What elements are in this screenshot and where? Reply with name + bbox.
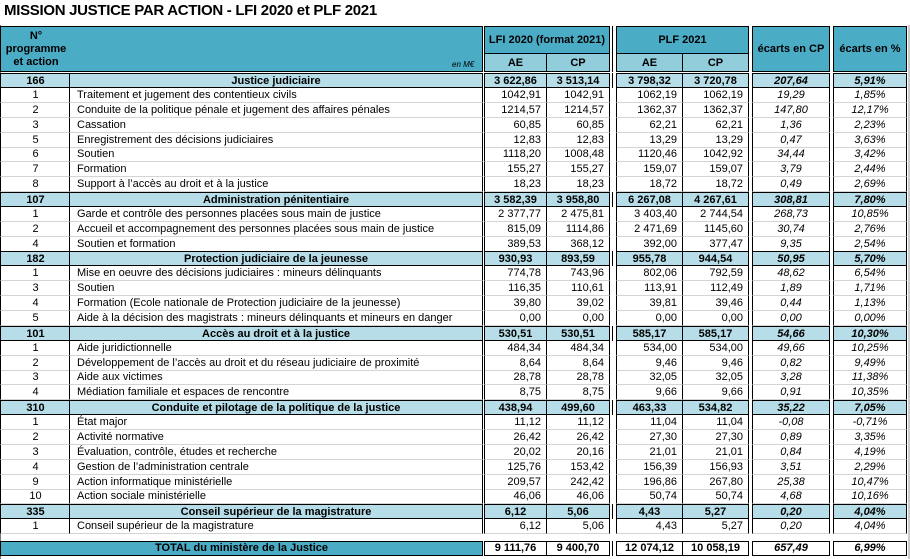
ecarts-cp-cell: 0,47 [752, 133, 830, 148]
plf-ae-cell: 9,46 [616, 356, 683, 371]
action-number-cell: 335 [0, 504, 70, 519]
plf-ae-cell: 4,43 [616, 519, 683, 534]
lfi-ae-cell: 3 582,39 [484, 192, 547, 207]
ecarts-pct-cell: 2,69% [833, 177, 907, 192]
plf-cp-cell: 377,47 [682, 237, 749, 252]
plf-ae-cell: 156,39 [616, 460, 683, 475]
lfi-ae-cell: 1214,57 [484, 103, 547, 118]
lfi-cp-cell: 1114,86 [546, 222, 610, 237]
plf-cp-cell: 18,72 [682, 177, 749, 192]
action-number-cell: 8 [0, 177, 70, 192]
action-label-cell: Action sociale ministérielle [69, 489, 483, 504]
action-number-cell: 1 [0, 266, 70, 281]
action-label-cell: Soutien [69, 147, 483, 162]
action-number-cell: 101 [0, 326, 70, 341]
action-number-cell: 2 [0, 103, 70, 118]
action-number-cell: 4 [0, 237, 70, 252]
total-lfi-ae: 9 111,76 [484, 541, 547, 556]
lfi-cp-cell: 5,06 [546, 519, 610, 534]
ecarts-pct-cell: 7,80% [833, 192, 907, 207]
ecarts-pct-cell: 7,05% [833, 400, 907, 415]
total-lfi-cp: 9 400,70 [546, 541, 610, 556]
lfi-ae-cell: 774,78 [484, 266, 547, 281]
plf-ae-cell: 2 471,69 [616, 222, 683, 237]
lfi-cp-cell: 3 958,80 [546, 192, 610, 207]
plf-ae-cell: 0,00 [616, 311, 683, 326]
lfi-cp-cell: 46,06 [546, 489, 610, 504]
plf-ae-cell: 196,86 [616, 475, 683, 490]
plf-cp-cell: 534,82 [682, 400, 749, 415]
ecarts-cp-cell: 0,20 [752, 519, 830, 534]
ecarts-pct-cell: 10,85% [833, 207, 907, 222]
lfi-cp-cell: 3 513,14 [546, 73, 610, 88]
plf-cp-cell: 159,07 [682, 162, 749, 177]
ecarts-cp-cell: 0,44 [752, 296, 830, 311]
lfi-cp-cell: 18,23 [546, 177, 610, 192]
ecarts-pct-cell: -0,71% [833, 415, 907, 430]
plf-cp-cell: 112,49 [682, 281, 749, 296]
plf-cp-cell: 32,05 [682, 370, 749, 385]
plf-cp-cell: 534,00 [682, 341, 749, 356]
header-ecarts-pct: écarts en % [833, 26, 907, 72]
action-number-cell: 4 [0, 385, 70, 400]
plf-ae-cell: 9,66 [616, 385, 683, 400]
ecarts-pct-cell: 10,25% [833, 341, 907, 356]
total-ecarts-cp: 657,49 [752, 541, 830, 556]
action-label-cell: Évaluation, contrôle, études et recherche [69, 445, 483, 460]
action-number-cell: 3 [0, 370, 70, 385]
lfi-ae-cell: 530,51 [484, 326, 547, 341]
plf-cp-cell: 21,01 [682, 445, 749, 460]
ecarts-cp-cell: 207,64 [752, 73, 830, 88]
header-lfi-ae: AE [484, 53, 547, 72]
double-border [612, 192, 613, 207]
lfi-cp-cell: 1214,57 [546, 103, 610, 118]
lfi-cp-cell: 893,59 [546, 251, 610, 266]
plf-cp-cell: 2 744,54 [682, 207, 749, 222]
lfi-cp-cell: 110,61 [546, 281, 610, 296]
total-ecarts-pct: 6,99% [833, 541, 907, 556]
lfi-ae-cell: 20,02 [484, 445, 547, 460]
lfi-cp-cell: 484,34 [546, 341, 610, 356]
header-programme [0, 26, 483, 72]
plf-ae-cell: 585,17 [616, 326, 683, 341]
plf-cp-cell: 0,00 [682, 311, 749, 326]
action-number-cell: 1 [0, 207, 70, 222]
action-label-cell: Justice judiciaire [69, 73, 483, 88]
ecarts-cp-cell: 0,82 [752, 356, 830, 371]
plf-ae-cell: 18,72 [616, 177, 683, 192]
lfi-cp-cell: 20,16 [546, 445, 610, 460]
ecarts-cp-cell: 0,84 [752, 445, 830, 460]
action-label-cell: Enregistrement des décisions judiciaires [69, 133, 483, 148]
plf-ae-cell: 463,33 [616, 400, 683, 415]
double-border [612, 400, 613, 415]
ecarts-pct-cell: 5,70% [833, 251, 907, 266]
plf-ae-cell: 802,06 [616, 266, 683, 281]
plf-cp-cell: 792,59 [682, 266, 749, 281]
ecarts-pct-cell: 6,54% [833, 266, 907, 281]
ecarts-cp-cell: 4,68 [752, 489, 830, 504]
action-number-cell: 3 [0, 445, 70, 460]
lfi-cp-cell: 1042,91 [546, 88, 610, 103]
plf-cp-cell: 3 720,78 [682, 73, 749, 88]
plf-ae-cell: 392,00 [616, 237, 683, 252]
action-number-cell: 166 [0, 73, 70, 88]
action-number-cell: 3 [0, 118, 70, 133]
lfi-cp-cell: 39,02 [546, 296, 610, 311]
action-label-cell: Soutien et formation [69, 237, 483, 252]
action-number-cell: 2 [0, 222, 70, 237]
ecarts-cp-cell: 1,36 [752, 118, 830, 133]
lfi-cp-cell: 242,42 [546, 475, 610, 490]
plf-cp-cell: 50,74 [682, 489, 749, 504]
action-number-cell: 9 [0, 475, 70, 490]
ecarts-pct-cell: 11,38% [833, 370, 907, 385]
action-label-cell: État major [69, 415, 483, 430]
action-label-cell: Aide juridictionnelle [69, 341, 483, 356]
lfi-cp-cell: 153,42 [546, 460, 610, 475]
lfi-ae-cell: 2 377,77 [484, 207, 547, 222]
plf-ae-cell: 159,07 [616, 162, 683, 177]
ecarts-pct-cell: 3,42% [833, 147, 907, 162]
ecarts-cp-cell: 0,20 [752, 504, 830, 519]
plf-cp-cell: 9,46 [682, 356, 749, 371]
action-label-cell: Conseil supérieur de la magistrature [69, 519, 483, 534]
lfi-ae-cell: 18,23 [484, 177, 547, 192]
header-plf: PLF 2021 [616, 26, 749, 54]
plf-cp-cell: 1145,60 [682, 222, 749, 237]
ecarts-pct-cell: 2,29% [833, 460, 907, 475]
plf-cp-cell: 5,27 [682, 504, 749, 519]
header-plf-cp: CP [682, 53, 749, 72]
header-lfi-cp: CP [546, 53, 610, 72]
plf-ae-cell: 955,78 [616, 251, 683, 266]
lfi-ae-cell: 0,00 [484, 311, 547, 326]
action-label-cell: Aide à la décision des magistrats : mineurs délinquants et mineurs en danger [69, 311, 483, 326]
action-number-cell: 10 [0, 489, 70, 504]
ecarts-cp-cell: -0,08 [752, 415, 830, 430]
action-number-cell: 1 [0, 88, 70, 103]
action-label-cell: Action informatique ministérielle [69, 475, 483, 490]
ecarts-pct-cell: 4,19% [833, 445, 907, 460]
action-label-cell: Accès au droit et à la justice [69, 326, 483, 341]
lfi-ae-cell: 39,80 [484, 296, 547, 311]
lfi-ae-cell: 28,78 [484, 370, 547, 385]
action-label-cell: Protection judiciaire de la jeunesse [69, 251, 483, 266]
lfi-ae-cell: 3 622,86 [484, 73, 547, 88]
ecarts-pct-cell: 4,04% [833, 504, 907, 519]
action-label-cell: Garde et contrôle des personnes placées sous main de justice [69, 207, 483, 222]
header-num: N° programme et action [5, 29, 67, 68]
double-border [612, 73, 613, 88]
ecarts-pct-cell: 10,30% [833, 326, 907, 341]
plf-ae-cell: 534,00 [616, 341, 683, 356]
lfi-ae-cell: 484,34 [484, 341, 547, 356]
plf-cp-cell: 5,27 [682, 519, 749, 534]
ecarts-pct-cell: 3,63% [833, 133, 907, 148]
action-label-cell: Administration pénitentiaire [69, 192, 483, 207]
double-border [612, 541, 613, 556]
ecarts-pct-cell: 3,35% [833, 430, 907, 445]
plf-ae-cell: 6 267,08 [616, 192, 683, 207]
ecarts-pct-cell: 9,49% [833, 356, 907, 371]
action-label-cell: Accueil et accompagnement des personnes placées sous main de justice [69, 222, 483, 237]
action-label-cell: Cassation [69, 118, 483, 133]
ecarts-cp-cell: 1,89 [752, 281, 830, 296]
lfi-cp-cell: 743,96 [546, 266, 610, 281]
ecarts-pct-cell: 2,44% [833, 162, 907, 177]
lfi-cp-cell: 8,75 [546, 385, 610, 400]
plf-ae-cell: 13,29 [616, 133, 683, 148]
ecarts-pct-cell: 0,00% [833, 311, 907, 326]
total-plf-cp: 10 058,19 [682, 541, 749, 556]
lfi-ae-cell: 125,76 [484, 460, 547, 475]
lfi-ae-cell: 12,83 [484, 133, 547, 148]
action-number-cell: 1 [0, 415, 70, 430]
action-number-cell: 3 [0, 281, 70, 296]
action-label-cell: Traitement et jugement des contentieux civils [69, 88, 483, 103]
action-label-cell: Aide aux victimes [69, 370, 483, 385]
double-border [612, 504, 613, 519]
ecarts-cp-cell: 3,51 [752, 460, 830, 475]
ecarts-cp-cell: 147,80 [752, 103, 830, 118]
action-number-cell: 2 [0, 430, 70, 445]
lfi-ae-cell: 155,27 [484, 162, 547, 177]
action-label-cell: Conseil supérieur de la magistrature [69, 504, 483, 519]
ecarts-pct-cell: 4,04% [833, 519, 907, 534]
plf-cp-cell: 39,46 [682, 296, 749, 311]
action-number-cell: 5 [0, 311, 70, 326]
lfi-ae-cell: 1118,20 [484, 147, 547, 162]
double-border [612, 251, 613, 266]
action-label-cell: Conduite et pilotage de la politique de la justice [69, 400, 483, 415]
lfi-ae-cell: 930,93 [484, 251, 547, 266]
double-border [612, 326, 613, 341]
lfi-ae-cell: 11,12 [484, 415, 547, 430]
plf-cp-cell: 62,21 [682, 118, 749, 133]
ecarts-cp-cell: 50,95 [752, 251, 830, 266]
plf-cp-cell: 4 267,61 [682, 192, 749, 207]
lfi-cp-cell: 368,12 [546, 237, 610, 252]
lfi-ae-cell: 438,94 [484, 400, 547, 415]
lfi-cp-cell: 26,42 [546, 430, 610, 445]
ecarts-pct-cell: 2,54% [833, 237, 907, 252]
total-label: TOTAL du ministère de la Justice [0, 541, 483, 556]
ecarts-cp-cell: 48,62 [752, 266, 830, 281]
lfi-ae-cell: 8,75 [484, 385, 547, 400]
ecarts-cp-cell: 0,49 [752, 177, 830, 192]
action-number-cell: 4 [0, 296, 70, 311]
plf-cp-cell: 944,54 [682, 251, 749, 266]
ecarts-pct-cell: 10,16% [833, 489, 907, 504]
double-border [612, 26, 613, 72]
plf-ae-cell: 1120,46 [616, 147, 683, 162]
action-number-cell: 1 [0, 341, 70, 356]
action-number-cell: 1 [0, 519, 70, 534]
lfi-ae-cell: 815,09 [484, 222, 547, 237]
action-number-cell: 182 [0, 251, 70, 266]
lfi-cp-cell: 5,06 [546, 504, 610, 519]
action-label-cell: Formation (Ecole nationale de Protection judiciaire de la jeunesse) [69, 296, 483, 311]
plf-cp-cell: 1042,92 [682, 147, 749, 162]
plf-ae-cell: 3 798,32 [616, 73, 683, 88]
plf-cp-cell: 267,80 [682, 475, 749, 490]
ecarts-cp-cell: 49,66 [752, 341, 830, 356]
sheet-title: MISSION JUSTICE PAR ACTION - LFI 2020 et PLF 2021 [4, 2, 377, 19]
action-label-cell: Soutien [69, 281, 483, 296]
lfi-ae-cell: 46,06 [484, 489, 547, 504]
ecarts-pct-cell: 1,71% [833, 281, 907, 296]
lfi-ae-cell: 6,12 [484, 504, 547, 519]
lfi-ae-cell: 389,53 [484, 237, 547, 252]
ecarts-cp-cell: 308,81 [752, 192, 830, 207]
plf-cp-cell: 9,66 [682, 385, 749, 400]
plf-ae-cell: 21,01 [616, 445, 683, 460]
plf-ae-cell: 11,04 [616, 415, 683, 430]
ecarts-cp-cell: 54,66 [752, 326, 830, 341]
ecarts-pct-cell: 10,35% [833, 385, 907, 400]
action-label-cell: Activité normative [69, 430, 483, 445]
plf-ae-cell: 1062,19 [616, 88, 683, 103]
plf-cp-cell: 1062,19 [682, 88, 749, 103]
ecarts-cp-cell: 19,29 [752, 88, 830, 103]
plf-ae-cell: 113,91 [616, 281, 683, 296]
ecarts-pct-cell: 2,23% [833, 118, 907, 133]
ecarts-cp-cell: 25,38 [752, 475, 830, 490]
header-lfi: LFI 2020 (format 2021) [484, 26, 610, 54]
action-number-cell: 7 [0, 162, 70, 177]
header-unit: en M€ [452, 60, 475, 69]
lfi-cp-cell: 28,78 [546, 370, 610, 385]
lfi-cp-cell: 530,51 [546, 326, 610, 341]
plf-ae-cell: 39,81 [616, 296, 683, 311]
lfi-cp-cell: 11,12 [546, 415, 610, 430]
ecarts-pct-cell: 1,85% [833, 88, 907, 103]
lfi-ae-cell: 6,12 [484, 519, 547, 534]
ecarts-cp-cell: 0,00 [752, 311, 830, 326]
action-number-cell: 310 [0, 400, 70, 415]
plf-ae-cell: 50,74 [616, 489, 683, 504]
lfi-ae-cell: 116,35 [484, 281, 547, 296]
header-ecarts-cp: écarts en CP [752, 26, 830, 72]
action-label-cell: Formation [69, 162, 483, 177]
plf-cp-cell: 11,04 [682, 415, 749, 430]
action-label-cell: Conduite de la politique pénale et jugement des affaires pénales [69, 103, 483, 118]
header-plf-ae: AE [616, 53, 683, 72]
ecarts-cp-cell: 9,35 [752, 237, 830, 252]
action-label-cell: Support à l’accès au droit et à la justice [69, 177, 483, 192]
action-number-cell: 107 [0, 192, 70, 207]
lfi-ae-cell: 26,42 [484, 430, 547, 445]
action-label-cell: Gestion de l’administration centrale [69, 460, 483, 475]
ecarts-cp-cell: 35,22 [752, 400, 830, 415]
lfi-cp-cell: 155,27 [546, 162, 610, 177]
plf-cp-cell: 27,30 [682, 430, 749, 445]
action-label-cell: Médiation familiale et espaces de rencontre [69, 385, 483, 400]
plf-ae-cell: 32,05 [616, 370, 683, 385]
lfi-cp-cell: 0,00 [546, 311, 610, 326]
ecarts-cp-cell: 268,73 [752, 207, 830, 222]
plf-cp-cell: 585,17 [682, 326, 749, 341]
lfi-cp-cell: 12,83 [546, 133, 610, 148]
plf-ae-cell: 1362,37 [616, 103, 683, 118]
plf-cp-cell: 1362,37 [682, 103, 749, 118]
action-label-cell: Mise en oeuvre des décisions judiciaires : mineurs délinquants [69, 266, 483, 281]
ecarts-cp-cell: 3,79 [752, 162, 830, 177]
lfi-cp-cell: 499,60 [546, 400, 610, 415]
action-number-cell: 5 [0, 133, 70, 148]
ecarts-cp-cell: 30,74 [752, 222, 830, 237]
lfi-ae-cell: 60,85 [484, 118, 547, 133]
ecarts-cp-cell: 0,89 [752, 430, 830, 445]
lfi-cp-cell: 60,85 [546, 118, 610, 133]
lfi-cp-cell: 1008,48 [546, 147, 610, 162]
ecarts-cp-cell: 0,91 [752, 385, 830, 400]
ecarts-pct-cell: 12,17% [833, 103, 907, 118]
lfi-ae-cell: 8,64 [484, 356, 547, 371]
ecarts-pct-cell: 1,13% [833, 296, 907, 311]
plf-cp-cell: 13,29 [682, 133, 749, 148]
total-plf-ae: 12 074,12 [616, 541, 683, 556]
action-number-cell: 2 [0, 356, 70, 371]
plf-ae-cell: 3 403,40 [616, 207, 683, 222]
action-number-cell: 4 [0, 460, 70, 475]
ecarts-cp-cell: 34,44 [752, 147, 830, 162]
ecarts-pct-cell: 10,47% [833, 475, 907, 490]
lfi-cp-cell: 8,64 [546, 356, 610, 371]
lfi-ae-cell: 1042,91 [484, 88, 547, 103]
plf-ae-cell: 27,30 [616, 430, 683, 445]
plf-cp-cell: 156,93 [682, 460, 749, 475]
ecarts-pct-cell: 2,76% [833, 222, 907, 237]
lfi-cp-cell: 2 475,81 [546, 207, 610, 222]
ecarts-cp-cell: 3,28 [752, 370, 830, 385]
action-label-cell: Développement de l’accès au droit et du réseau judiciaire de proximité [69, 356, 483, 371]
action-number-cell: 6 [0, 147, 70, 162]
plf-ae-cell: 62,21 [616, 118, 683, 133]
lfi-ae-cell: 209,57 [484, 475, 547, 490]
ecarts-pct-cell: 5,91% [833, 73, 907, 88]
plf-ae-cell: 4,43 [616, 504, 683, 519]
